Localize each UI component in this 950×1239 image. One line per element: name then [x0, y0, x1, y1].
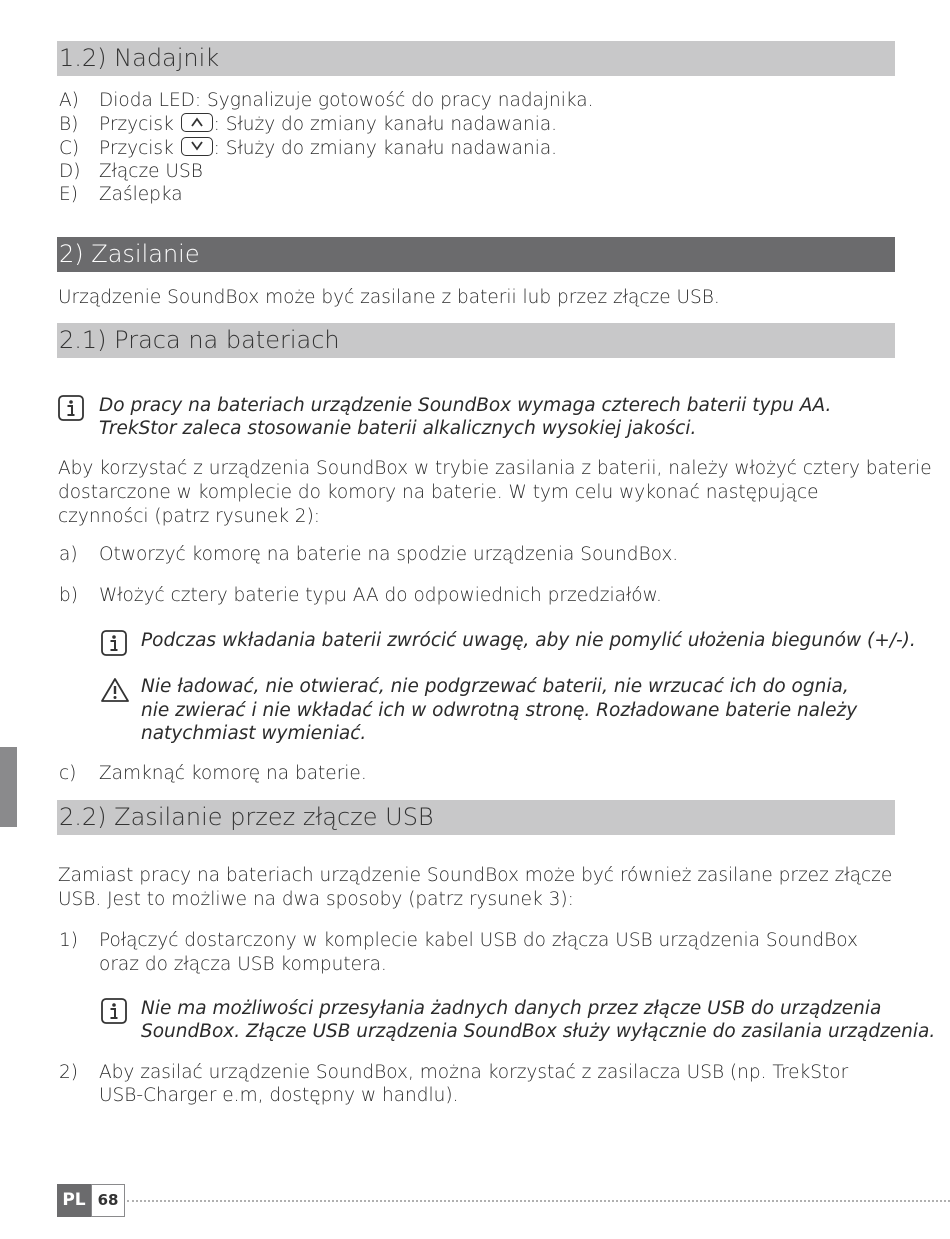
paragraph-line: Aby korzystać z urządzenia SoundBox w trybie zasilania z baterii, należy włożyć cztery baterie	[58, 458, 932, 479]
paragraph-line: USB. Jest to możliwe na dwa sposoby (patrz rysunek 3):	[58, 889, 574, 910]
chevron-down-key-icon	[181, 137, 213, 156]
list-label: C)	[59, 138, 80, 159]
warning-note-line: nie zwierać i nie wkładać ich w odwrotną stronę. Rozładowane baterie należy	[141, 700, 858, 721]
info-icon	[101, 630, 127, 656]
section-heading-nadajnik: 1.2) Nadajnik	[57, 41, 895, 76]
list-label: A)	[59, 90, 79, 111]
list-item-text	[99, 137, 557, 161]
list-item-text-post: : Służy do zmiany kanału nadawania.	[213, 138, 558, 159]
paragraph-line: czynności (patrz rysunek 2):	[58, 506, 321, 527]
warning-note-line: Nie ładować, nie otwierać, nie podgrzewać baterii, nie wrzucać ich do ognia,	[141, 676, 849, 697]
step-text: Aby zasilać urządzenie SoundBox, można korzystać z zasilacza USB (np. TrekStor	[99, 1062, 849, 1083]
info-note-line: Nie ma możliwości przesyłania żadnych danych przez złącze USB do urządzenia	[141, 998, 882, 1019]
step-label: 1)	[59, 930, 78, 951]
list-item-text-post: : Służy do zmiany kanału nadawania.	[213, 114, 558, 135]
list-label: B)	[59, 114, 79, 135]
warning-note-line: natychmiast wymieniać.	[141, 723, 367, 744]
info-note-line: SoundBox. Złącze USB urządzenia SoundBox służy wyłącznie do zasilania urządzenia.	[141, 1021, 936, 1042]
step-text: USB-Charger e.m, dostępny w handlu).	[99, 1085, 459, 1106]
footer-dotted-rule	[127, 1200, 950, 1202]
info-icon	[58, 395, 84, 421]
info-note-line: Do pracy na bateriach urządzenie SoundBox wymaga czterech baterii typu AA.	[99, 395, 832, 416]
step-text: oraz do złącza USB komputera.	[99, 954, 387, 975]
step-text: Otworzyć komorę na baterie na spodzie urządzenia SoundBox.	[99, 544, 679, 565]
section-heading-praca-na-bateriach: 2.1) Praca na bateriach	[57, 323, 895, 358]
section-heading-zasilanie: 2) Zasilanie	[57, 237, 895, 272]
step-text: Połączyć dostarczony w komplecie kabel USB do złącza USB urządzenia SoundBox	[99, 930, 858, 951]
step-text: Zamknąć komorę na baterie.	[99, 763, 367, 784]
step-label: c)	[59, 763, 77, 784]
list-item-text	[99, 113, 557, 137]
list-label: D)	[59, 161, 81, 182]
info-icon	[101, 998, 127, 1024]
side-tab-marker	[0, 747, 17, 827]
info-note-line: Podczas wkładania baterii zwrócić uwagę, aby nie pomylić ułożenia biegunów (+/-).	[141, 630, 916, 651]
step-text: Włożyć cztery baterie typu AA do odpowiednich przedziałów.	[99, 585, 662, 606]
info-note-line: TrekStor zaleca stosowanie baterii alkalicznych wysokiej jakości.	[99, 418, 697, 439]
section-heading-zasilanie-usb: 2.2) Zasilanie przez złącze USB	[57, 800, 895, 835]
list-item-text-pre: Przycisk	[99, 138, 180, 159]
paragraph-line: Zamiast pracy na bateriach urządzenie SoundBox może być również zasilane przez złącze	[58, 865, 893, 886]
section-intro: Urządzenie SoundBox może być zasilane z baterii lub przez złącze USB.	[58, 287, 720, 308]
list-item-text: Dioda LED: Sygnalizuje gotowość do pracy nadajnika.	[99, 90, 594, 111]
list-item-text: Zaślepka	[99, 184, 183, 205]
step-label: a)	[59, 544, 78, 565]
chevron-up-key-icon	[181, 113, 213, 132]
list-label: E)	[59, 184, 78, 205]
list-item-text: Złącze USB	[99, 161, 203, 182]
paragraph-line: dostarczone w komplecie do komory na baterie. W tym celu wykonać następujące	[58, 482, 819, 503]
footer-page-number: 68	[91, 1184, 125, 1217]
step-label: b)	[59, 585, 78, 606]
step-label: 2)	[59, 1062, 78, 1083]
footer-language-badge: PL	[57, 1184, 91, 1217]
list-item-text-pre: Przycisk	[99, 114, 180, 135]
warning-icon	[100, 677, 130, 703]
